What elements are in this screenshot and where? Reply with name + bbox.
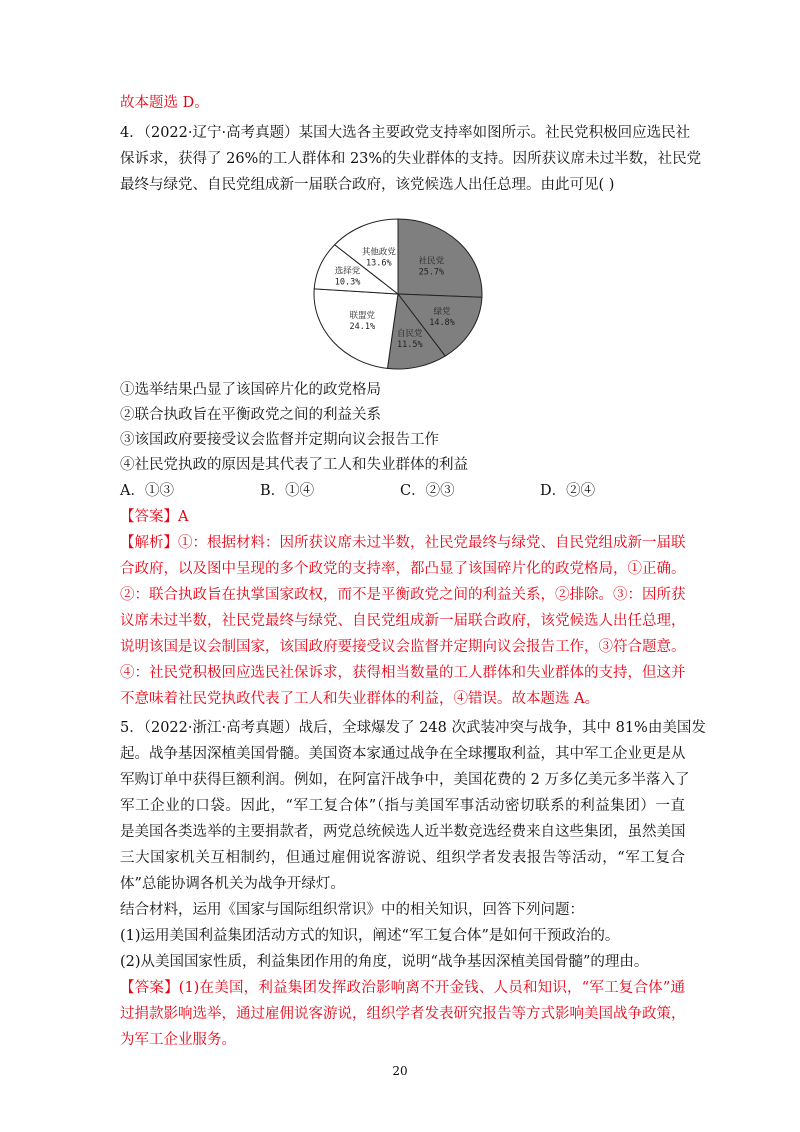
pie-value-3: 24.1%	[349, 322, 376, 333]
pie-value-4: 10.3%	[334, 277, 361, 288]
q4-analysis-line-5: 说明该国是议会制国家，该国政府要接受议会监督并定期向议会报告工作，③符合题意。	[120, 639, 686, 655]
q4-analysis-line-3: ②：联合执政旨在执掌国家政权，而不是平衡政党之间的利益关系，②排除。③：因所获	[120, 587, 686, 603]
q4-option-c: C．②③	[400, 483, 455, 499]
q4-option-d: D．②④	[540, 483, 596, 499]
pie-label-2: 自民党	[397, 328, 423, 339]
pie-label-1: 绿党	[433, 306, 451, 317]
previous-answer-line: 故本题选 D。	[120, 95, 209, 111]
q4-statement-2: ②联合执政旨在平衡政党之间的利益关系	[120, 407, 381, 423]
q5-subquestion-2: (2)从美国国家性质，利益集团作用的角度，说明“战争基因深植美国骨髓”的理由。	[120, 954, 649, 970]
q4-analysis-line-4: 议席未过半数，社民党最终与绿党、自民党组成新一届联合政府，该党候选人出任总理，	[120, 613, 686, 629]
pie-label-3: 联盟党	[349, 311, 376, 322]
q5-stem-line-1: 5．（2022·浙江·高考真题）战后，全球爆发了 248 次武装冲突与战争，其中 81%由美国发	[120, 720, 706, 736]
pie-value-1: 14.8%	[429, 317, 455, 328]
q4-analysis-line-2: 合政府，以及图中呈现的多个政党的支持率，都凸显了该国碎片化的政党格局，①正确。	[120, 561, 686, 577]
q4-analysis-line-6: ④：社民党积极回应选民社保诉求，获得相当数量的工人群体和失业群体的支持，但这并	[120, 665, 686, 681]
q5-subquestion-1: (1)运用美国利益集团活动方式的知识，阐述“军工复合体”是如何干预政治的。	[120, 928, 620, 944]
q5-prompt: 结合材料，运用《国家与国际组织常识》中的相关知识，回答下列问题：	[120, 902, 584, 918]
page-number: 20	[392, 1064, 408, 1078]
q4-stem-line-2: 保诉求，获得了 26%的工人群体和 23%的失业群体的支持。因所获议席未过半数，社民党	[120, 151, 702, 167]
q4-option-b: B．①④	[260, 483, 315, 499]
q5-answer-line-1: 【答案】(1)在美国，利益集团发挥政治影响离不开金钱、人员和知识，“军工复合体”通	[120, 980, 685, 996]
party-support-pie-chart	[313, 218, 483, 370]
pie-value-5: 13.6%	[366, 258, 392, 269]
q4-analysis-line-1: 【解析】①：根据材料：因所获议席未过半数，社民党最终与绿党、自民党组成新一届联	[120, 535, 686, 551]
q5-stem-line-2: 起。战争基因深植美国骨髓。美国资本家通过战争在全球攫取利益，其中军工企业更是从	[120, 746, 686, 762]
q4-statement-3: ③该国政府要接受议会监督并定期向议会报告工作	[120, 432, 439, 448]
q4-answer: 【答案】A	[120, 509, 189, 525]
q5-stem-line-3: 军购订单中获得巨额利润。例如，在阿富汗战争中，美国花费的 2 万多亿美元多半落入了	[120, 772, 690, 788]
q5-stem-line-4: 军工企业的口袋。因此，“军工复合体”（指与美国军事活动密切联系的利益集团）一直	[120, 798, 685, 814]
q5-stem-line-6: 三大国家机关互相制约，但通过雇佣说客游说、组织学者发表报告等活动，“军工复合	[120, 850, 685, 866]
q4-analysis-line-7: 不意味着社民党执政代表了工人和失业群体的利益，④错误。故本题选 A。	[120, 691, 600, 707]
q4-statement-4: ④社民党执政的原因是其代表了工人和失业群体的利益	[120, 457, 468, 473]
pie-value-2: 11.5%	[396, 339, 423, 350]
pie-value-0: 25.7%	[418, 267, 445, 278]
pie-svg	[313, 218, 483, 370]
q4-option-a: A．①③	[120, 483, 174, 499]
q5-stem-line-7: 体”总能协调各机关为战争开绿灯。	[120, 876, 345, 892]
pie-label-0: 社民党	[418, 256, 445, 267]
q5-stem-line-5: 是美国各类选举的主要捐款者，两党总统候选人近半数竞选经费来自这些集团，虽然美国	[120, 824, 686, 840]
q4-stem-line-1: 4．（2022·辽宁·高考真题）某国大选各主要政党支持率如图所示。社民党积极回应选民社	[120, 125, 691, 141]
q5-answer-line-3: 为军工企业服务。	[120, 1032, 236, 1048]
q4-statement-1: ①选举结果凸显了该国碎片化的政党格局	[120, 382, 381, 398]
q5-answer-line-2: 过捐款影响选举，通过雇佣说客游说，组织学者发表研究报告等方式影响美国战争政策，	[120, 1006, 686, 1022]
pie-label-5: 其他政党	[361, 247, 396, 258]
pie-label-4: 选择党	[334, 266, 361, 277]
q4-stem-line-3: 最终与绿党、自民党组成新一届联合政府，该党候选人出任总理。由此可见( )	[120, 177, 615, 193]
